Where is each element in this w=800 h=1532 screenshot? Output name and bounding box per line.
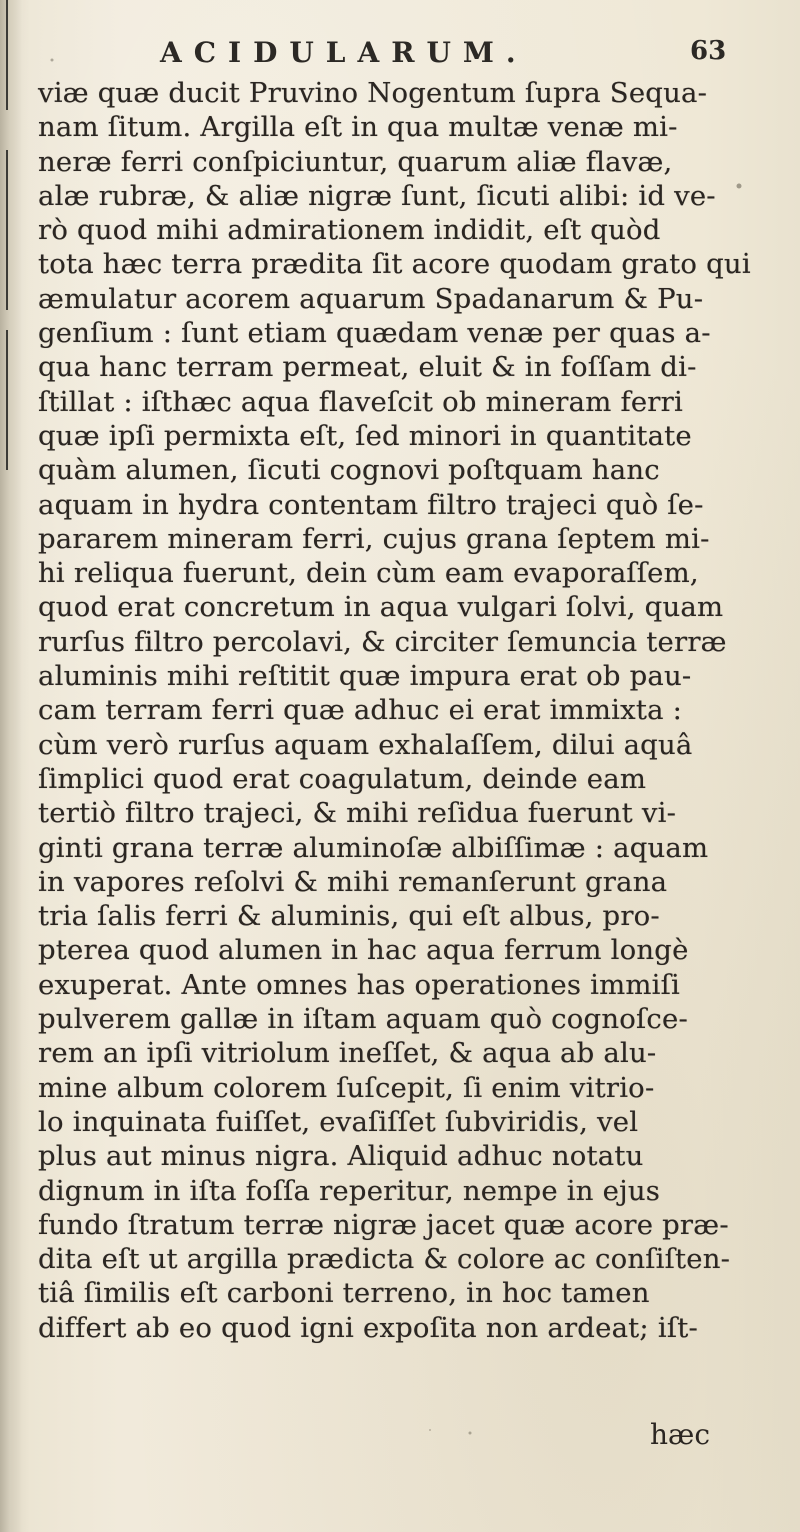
text-line: tertiò filtro trajeci, & mihi reſidua fuerunt vi- (38, 797, 677, 830)
text-line: qua hanc terram permeat, eluit & in foſſam di- (38, 351, 697, 384)
text-line: differt ab eo quod igni expoſita non ardeat; iſt- (38, 1311, 698, 1344)
paper-speck (429, 1429, 431, 1431)
text-line: exuperat. Ante omnes has operationes immiſi (38, 968, 681, 1001)
text-line: tria ſalis ferri & aluminis, qui eſt albus, pro- (38, 900, 660, 933)
text-line: genſium : ſunt etiam quædam venæ per quas a- (38, 317, 711, 350)
text-line: ſimplici quod erat coagulatum, deinde eam (38, 762, 647, 795)
text-line: in vapores reſolvi & mihi remanſerunt grana (38, 865, 668, 898)
paper-speck (737, 184, 742, 189)
text-line: rem an ipſi vitriolum ineſſet, & aqua ab alu- (38, 1037, 657, 1070)
text-line: pterea quod alumen in hac aqua ferrum longè (38, 934, 689, 967)
text-line: viæ quæ ducit Pruvino Nogentum ſupra Sequa- (38, 77, 708, 109)
text-line: ſtillat : iſthæc aqua flaveſcit ob mineram ferri (38, 385, 683, 418)
page-number: 63 (690, 36, 727, 66)
text-line: neræ ferri conſpiciuntur, quarum aliæ flavæ, (38, 145, 673, 178)
running-head: ACIDULARUM. (160, 36, 528, 69)
text-line: nam ſitum. Argilla eſt in qua multæ venæ mi- (38, 111, 678, 144)
catchword: hæc (650, 1418, 711, 1451)
text-line: cam terram ferri quæ adhuc ei erat immixta : (38, 694, 683, 727)
text-line: pararem mineram ferri, cujus grana ſeptem mi- (38, 522, 710, 555)
text-line: mine album colorem ſuſcepit, ſi enim vitrio- (38, 1071, 655, 1104)
text-line: alæ rubræ, & aliæ nigræ ſunt, ſicuti alibi: id ve- (38, 179, 716, 212)
text-line: rurſus filtro percolavi, & circiter ſemuncia terræ (38, 625, 727, 658)
text-line: pulverem gallæ in iſtam aquam quò cognoſce- (38, 1003, 688, 1036)
text-line: dita eſt ut argilla prædicta & colore ac conſiſten- (38, 1243, 731, 1276)
text-line: tiâ ſimilis eſt carboni terreno, in hoc tamen (38, 1277, 650, 1310)
text-line: dignum in iſta foſſa reperitur, nempe in ejus (38, 1174, 661, 1207)
text-line: rò quod mihi admirationem indidit, eſt quòd (38, 214, 661, 247)
text-line: quæ ipſi permixta eſt, ſed minori in quantitate (38, 419, 692, 452)
text-line: hi reliqua fuerunt, dein cùm eam evaporaſſem, (38, 557, 699, 590)
text-line: tota hæc terra prædita ſit acore quodam grato qui (38, 248, 751, 281)
text-line: quàm alumen, ſicuti cognovi poſtquam hanc (38, 454, 660, 487)
text-line: ginti grana terræ aluminoſæ albiſſimæ : aquam (38, 831, 709, 864)
text-line: fundo ſtratum terræ nigræ jacet quæ acore præ- (38, 1208, 729, 1241)
text-line: quod erat concretum in aqua vulgari ſolvi, quam (38, 591, 724, 624)
paper-speck (51, 59, 54, 62)
text-line: cùm verò rurſus aquam exhalaſſem, dilui aquâ (38, 728, 693, 761)
text-line: aluminis mihi reſtitit quæ impura erat ob pau- (38, 660, 692, 693)
paper-speck (469, 1432, 472, 1435)
text-line: lo inquinata fuiſſet, evaſiſſet ſubviridis, vel (38, 1105, 639, 1138)
text-line: æmulatur acorem aquarum Spadanarum & Pu- (38, 282, 704, 315)
text-line: aquam in hydra contentam filtro trajeci quò ſe- (38, 488, 704, 521)
text-line: plus aut minus nigra. Aliquid adhuc notatu (38, 1140, 644, 1173)
